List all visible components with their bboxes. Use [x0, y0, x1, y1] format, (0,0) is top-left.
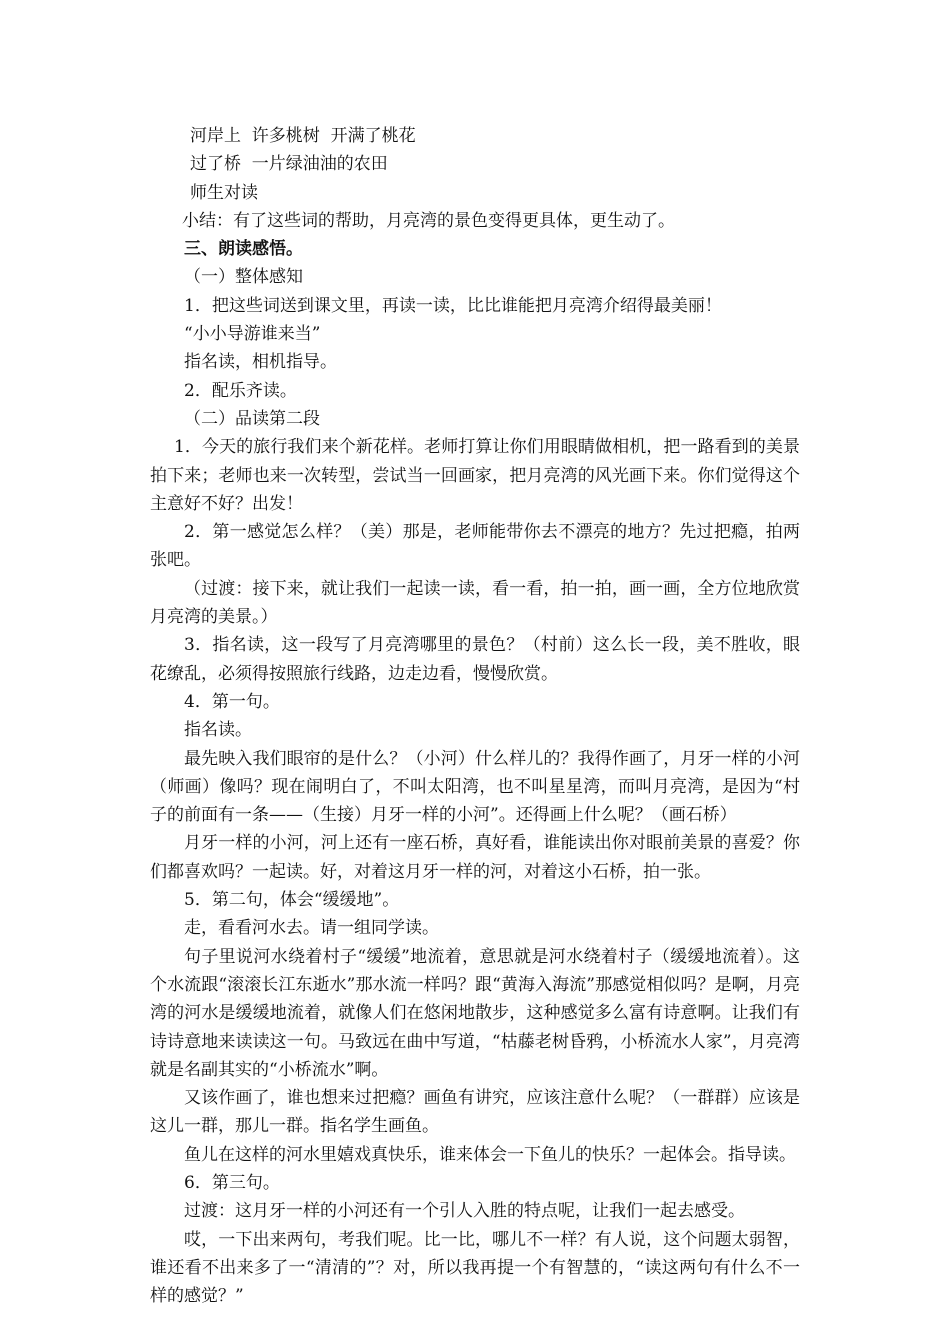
- paragraph: 2．第一感觉怎么样？（美）那是，老师能带你去不漂亮的地方？先过把瘾，拍两张吧。: [150, 522, 800, 571]
- paragraph: 走，看看河水去。请一组同学读。: [184, 918, 439, 939]
- paragraph: 鱼儿在这样的河水里嬉戏真快乐，谁来体会一下鱼儿的快乐？一起体会。指导读。: [184, 1144, 796, 1165]
- paragraph: 又该作画了，谁也想来过把瘾？画鱼有讲究，应该注意什么呢？（一群群）应该是这儿一群，那儿一群。指名学生画鱼。: [150, 1088, 800, 1137]
- phrase-line-2: 过了桥 一片绿油油的农田: [190, 154, 388, 175]
- paragraph: 最先映入我们眼帘的是什么？（小河）什么样儿的？我得作画了，月牙一样的小河（师画）像吗？现在闹明白了，不叫太阳湾，也不叫星星湾，而叫月亮湾，是因为“村子的前面有一条——（生接）月牙一样的小河”。还得画上什么呢？（画石桥）: [150, 748, 800, 826]
- summary-line: 小结：有了这些词的帮助，月亮湾的景色变得更具体，更生动了。: [182, 210, 675, 231]
- paragraph: （过渡：接下来，就让我们一起读一读，看一看，拍一拍，画一画，全方位地欣赏月亮湾的美景。）: [150, 578, 800, 628]
- phrase-line-3: 师生对读: [190, 182, 258, 203]
- paragraph: 6．第三句。: [184, 1172, 280, 1193]
- list-item: 2．配乐齐读。: [184, 380, 297, 401]
- paragraph: 4．第一句。: [184, 691, 280, 712]
- paragraph: 5．第二句，体会“缓缓地”。: [184, 890, 400, 911]
- subsection-heading-1: （一）整体感知: [184, 267, 303, 288]
- phrase-line-1: 河岸上 许多桃树 开满了桃花: [190, 126, 416, 146]
- paragraph: 句子里说河水绕着村子“缓缓”地流着，意思就是河水绕着村子（缓缓地流着）。这个水流跟“滚滚长江东逝水”那水流一样吗？跟“黄海入海流”那感觉相似吗？是啊，月亮湾的河水是缓缓地流着，就像人们在悠闲地散步，这种感觉多么富有诗意啊。让我们有诗诗意地来读读这一句。马致远在曲中写道，“枯藤老树昏鸦，小桥流水人家”，月亮湾就是名副其实的“小桥流水”啊。: [150, 946, 800, 1080]
- paragraph: 3．指名读，这一段写了月亮湾哪里的景色？（村前）这么长一段，美不胜收，眼花缭乱，必须得按照旅行线路，边走边看，慢慢欣赏。: [150, 635, 800, 684]
- list-item: 指名读，相机指导。: [184, 352, 337, 373]
- subsection-heading-2: （二）品读第二段: [184, 408, 320, 429]
- list-item: “小小导游谁来当”: [184, 324, 321, 345]
- paragraph: 月牙一样的小河，河上还有一座石桥，真好看，谁能读出你对眼前美景的喜爱？你们都喜欢吗？一起读。好，对着这月牙一样的河，对着这小石桥，拍一张。: [150, 833, 800, 882]
- paragraph: 1．今天的旅行我们来个新花样。老师打算让你们用眼睛做相机，把一路看到的美景拍下来；老师也来一次转型，尝试当一回画家，把月亮湾的风光画下来。你们觉得这个主意好不好？出发！: [150, 437, 800, 514]
- section-heading-3: 三、朗读感悟。: [184, 239, 303, 260]
- paragraph: 过渡：这月牙一样的小河还有一个引人入胜的特点呢，让我们一起去感受。: [184, 1201, 745, 1222]
- paragraph: 指名读。: [184, 720, 252, 741]
- paragraph: 哎，一下出来两句，考我们呢。比一比，哪儿不一样？有人说，这个问题太弱智，谁还看不出来多了一“清清的”？对，所以我再提一个有智慧的，“读这两句有什么不一样的感觉？”: [150, 1229, 800, 1307]
- list-item: 1．把这些词送到课文里，再读一读，比比谁能把月亮湾介绍得最美丽！: [184, 295, 722, 316]
